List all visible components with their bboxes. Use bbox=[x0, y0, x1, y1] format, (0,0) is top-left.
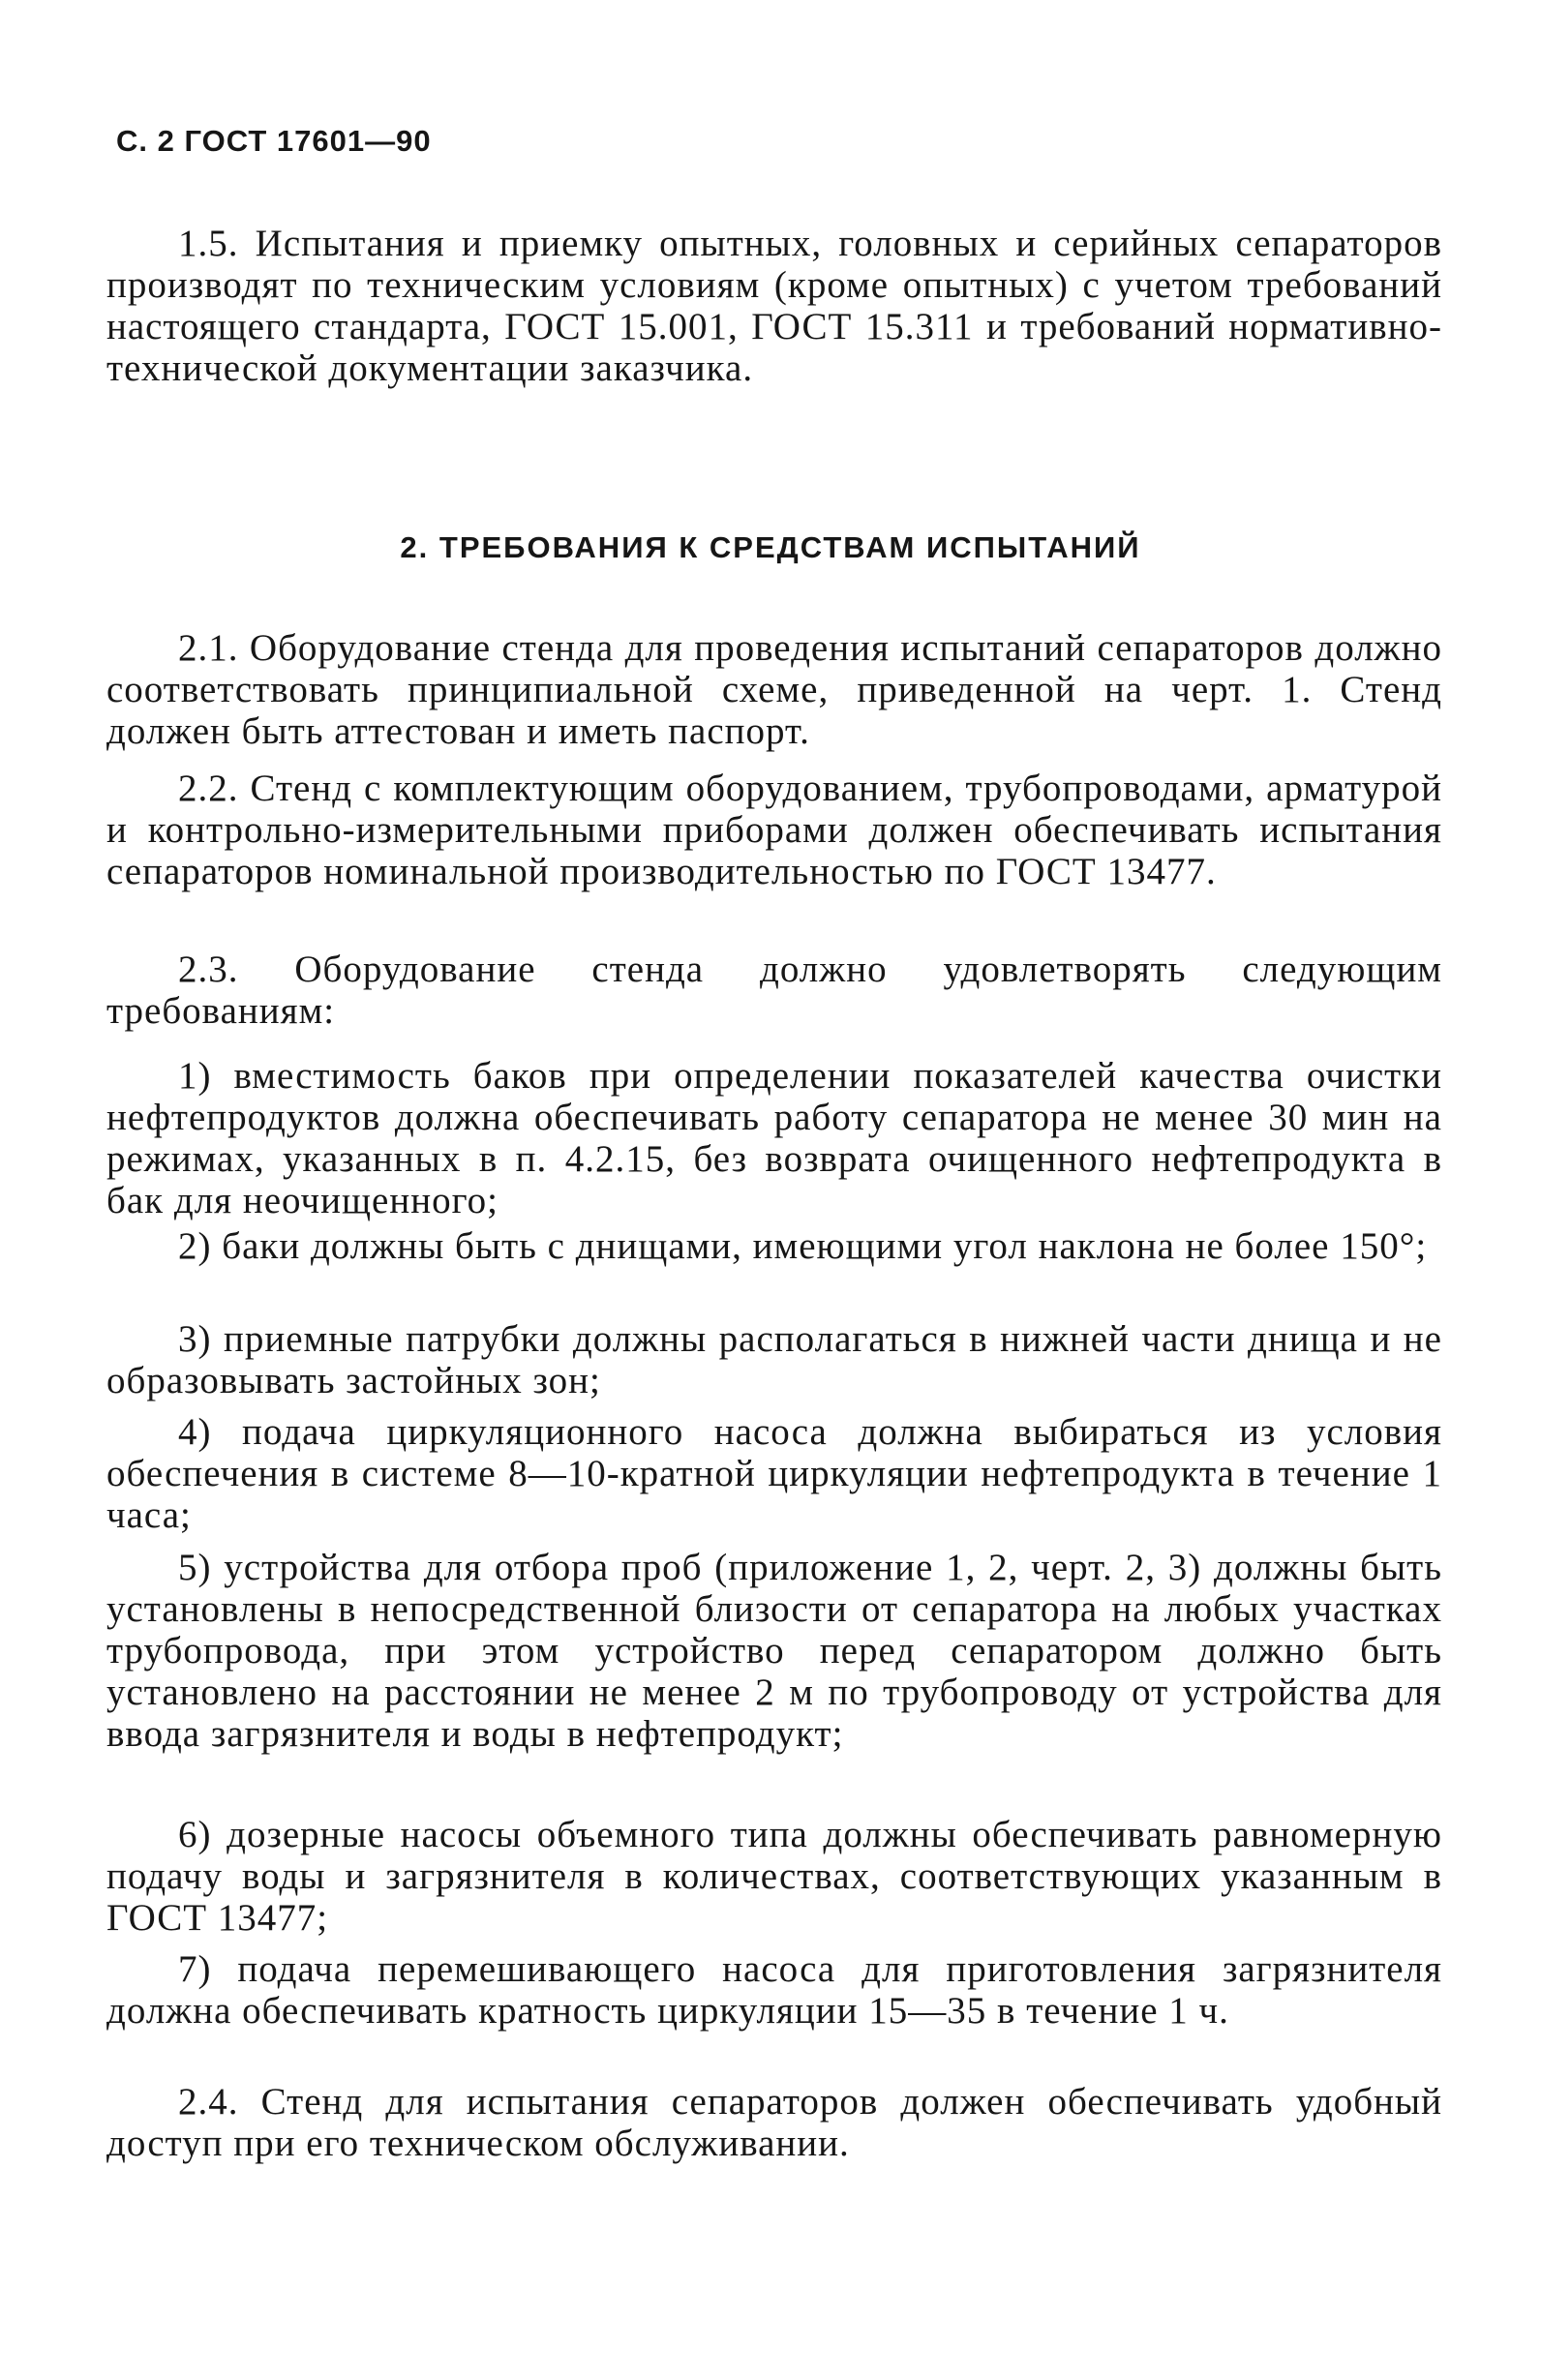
page-header: С. 2 ГОСТ 17601—90 bbox=[116, 124, 432, 158]
paragraph-text: 2) баки должны быть с днищами, имеющими угол наклона не более 150°; bbox=[178, 1225, 1428, 1267]
paragraph-text: 2.4. Стенд для испытания сепараторов должен обеспечивать удобный доступ при его техническом обслуживании. bbox=[106, 2081, 1442, 2164]
paragraph-text: 4) подача циркуляционного насоса должна выбираться из условия обеспечения в системе 8—10-кратной циркуляции нефтепродукта в течение 1 часа; bbox=[106, 1411, 1442, 1536]
paragraph-text: 2.3. Оборудование стенда должно удовлетворять следующим требованиям: bbox=[106, 949, 1442, 1032]
paragraph-text: 7) подача перемешивающего насоса для приготовления загрязнителя должна обеспечивать кратность циркуляции 15—35 в течение 1 ч. bbox=[106, 1948, 1442, 2032]
paragraph-text: 1) вместимость баков при определении показателей качества очистки нефтепродуктов должна обеспечивать работу сепаратора не менее 30 мин на режимах, указанных в п. 4.2.15, без возврата очищенного нефтепродукта в бак для неочищенного; bbox=[106, 1055, 1442, 1221]
paragraph-2-1 bbox=[106, 627, 1442, 752]
paragraph-text: 2.2. Стенд с комплектующим оборудованием, трубопроводами, арматурой и контрольно-измерительными приборами должен обеспечивать испытания сепараторов номинальной производительностью по ГОСТ 13477. bbox=[106, 768, 1442, 892]
requirement-item-4 bbox=[106, 1411, 1442, 1536]
requirement-item-6 bbox=[106, 1814, 1442, 1939]
requirement-item-7 bbox=[106, 1948, 1442, 2032]
paragraph-text: 6) дозерные насосы объемного типа должны обеспечивать равномерную подачу воды и загрязнителя в количествах, соответствующих указанным в ГОСТ 13477; bbox=[106, 1814, 1442, 1939]
paragraph-text: 2.1. Оборудование стенда для проведения испытаний сепараторов должно соответствовать принципиальной схеме, приведенной на черт. 1. Стенд должен быть аттестован и иметь паспорт. bbox=[106, 627, 1442, 752]
requirement-item-1 bbox=[106, 1055, 1442, 1221]
section-2-heading: 2. ТРЕБОВАНИЯ К СРЕДСТВАМ ИСПЫТАНИЙ bbox=[400, 530, 1141, 564]
paragraph-text: 1.5. Испытания и приемку опытных, головных и серийных сепараторов производят по техническим условиям (кроме опытных) с учетом требований настоящего стандарта, ГОСТ 15.001, ГОСТ 15.311 и требований нормативно-технической документации заказчика. bbox=[106, 223, 1442, 389]
paragraph-text: 5) устройства для отбора проб (приложение 1, 2, черт. 2, 3) должны быть установлены в непосредственной близости от сепаратора на любых участках трубопровода, при этом устройство перед сепаратором должно быть установлено на расстоянии не менее 2 м по трубопроводу от устройства для ввода загрязнителя и воды в нефтепродукт; bbox=[106, 1547, 1442, 1755]
paragraph-2-2 bbox=[106, 768, 1442, 892]
requirement-item-3 bbox=[106, 1318, 1442, 1401]
paragraph-2-4 bbox=[106, 2081, 1442, 2164]
paragraph-2-3 bbox=[106, 949, 1442, 1032]
paragraph-text: 3) приемные патрубки должны располагаться в нижней части днища и не образовывать застойных зон; bbox=[106, 1318, 1442, 1401]
requirement-item-5 bbox=[106, 1547, 1442, 1755]
requirement-item-2 bbox=[106, 1225, 1442, 1267]
paragraph-1-5 bbox=[106, 223, 1442, 389]
